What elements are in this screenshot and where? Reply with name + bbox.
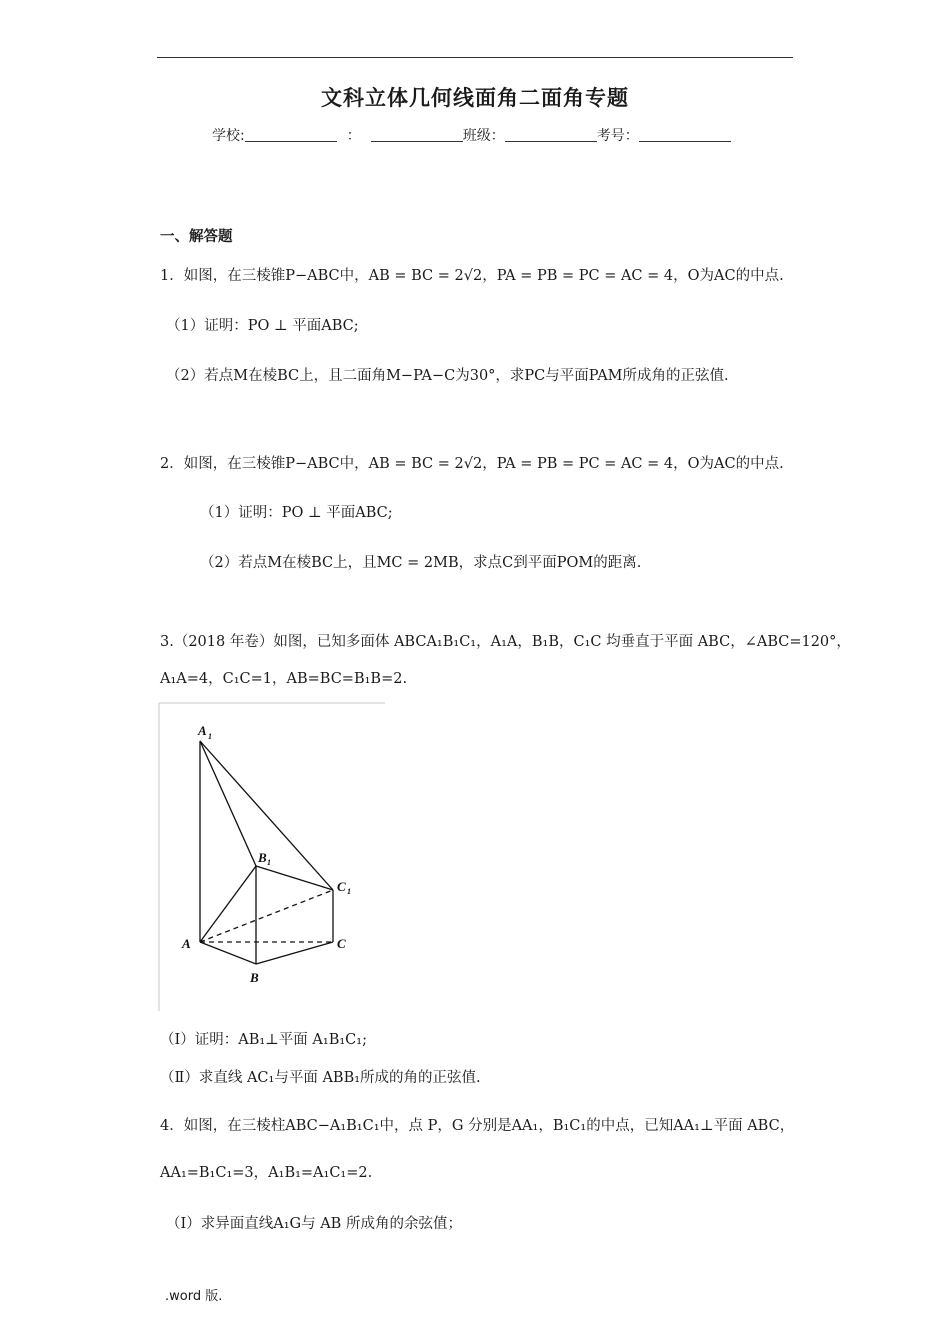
q4-part1: （I）求异面直线A₁G与 AB 所成角的余弦值； xyxy=(166,1216,462,1232)
student-info-line xyxy=(212,125,731,145)
q1-part1: （1）证明：PO ⊥ 平面ABC; xyxy=(166,318,359,334)
class-blank[interactable] xyxy=(505,127,597,142)
q2-part1: （1）证明：PO ⊥ 平面ABC; xyxy=(200,505,393,521)
label-a: A xyxy=(182,936,191,951)
q1-stem: 1．如图，在三棱锥P−ABC中，AB = BC = 2√2，PA = PB = PC = AC = 4，O为AC的中点. xyxy=(160,268,784,284)
label-a1-sub: 1 xyxy=(208,732,212,741)
label-b: B xyxy=(250,970,259,985)
edge-a1-b1 xyxy=(200,741,256,866)
edge-a1-c1 xyxy=(200,741,333,890)
page-title: 文科立体几何线面角二面角专题 xyxy=(321,86,629,110)
q2-stem: 2．如图，在三棱锥P−ABC中，AB = BC = 2√2，PA = PB = PC = AC = 4，O为AC的中点. xyxy=(160,456,784,472)
edge-b-c xyxy=(256,942,333,964)
school-blank[interactable] xyxy=(245,127,337,142)
q4-stem-line1: 4．如图，在三棱柱ABC−A₁B₁C₁中，点 P，G 分别是AA₁，B₁C₁的中点，已知AA₁⊥平面 ABC， xyxy=(160,1118,795,1134)
page-footer: .word 版. xyxy=(165,1289,223,1304)
class-label: 班级： xyxy=(462,128,505,144)
q3-part2: （Ⅱ）求直线 AC₁与平面 ABB₁所成的角的正弦值. xyxy=(160,1070,481,1086)
name-blank[interactable] xyxy=(371,127,463,142)
label-b1: B xyxy=(258,850,267,865)
number-blank[interactable] xyxy=(639,127,731,142)
label-c: C xyxy=(337,936,346,951)
polyhedron-figure xyxy=(158,701,386,1011)
colon-label: ： xyxy=(346,128,361,144)
label-b1-sub: 1 xyxy=(267,858,271,867)
section-heading: 一、解答题 xyxy=(160,229,233,245)
q3-stem-line2: A₁A=4，C₁C=1，AB=BC=B₁B=2. xyxy=(160,671,408,687)
q3-part1: （Ⅰ）证明：AB₁⊥平面 A₁B₁C₁; xyxy=(160,1032,367,1048)
q1-part2: （2）若点M在棱BC上，且二面角M−PA−C为30°，求PC与平面PAM所成角的正弦值. xyxy=(166,368,729,384)
q3-stem-line1: 3.（2018 年卷）如图，已知多面体 ABCA₁B₁C₁，A₁A，B₁B，C₁C 均垂直于平面 ABC，∠ABC=120°， xyxy=(160,634,851,650)
edge-a-b xyxy=(200,942,256,964)
q4-stem-line2: AA₁=B₁C₁=3，A₁B₁=A₁C₁=2. xyxy=(160,1165,373,1181)
label-c1: C xyxy=(337,879,346,894)
label-a1: A xyxy=(198,723,207,738)
q2-part2: （2）若点M在棱BC上，且MC = 2MB，求点C到平面POM的距离. xyxy=(200,555,642,571)
school-label: 学校: xyxy=(212,128,245,144)
top-rule xyxy=(157,57,793,58)
label-c1-sub: 1 xyxy=(347,887,351,896)
number-label: 考号： xyxy=(596,128,639,144)
